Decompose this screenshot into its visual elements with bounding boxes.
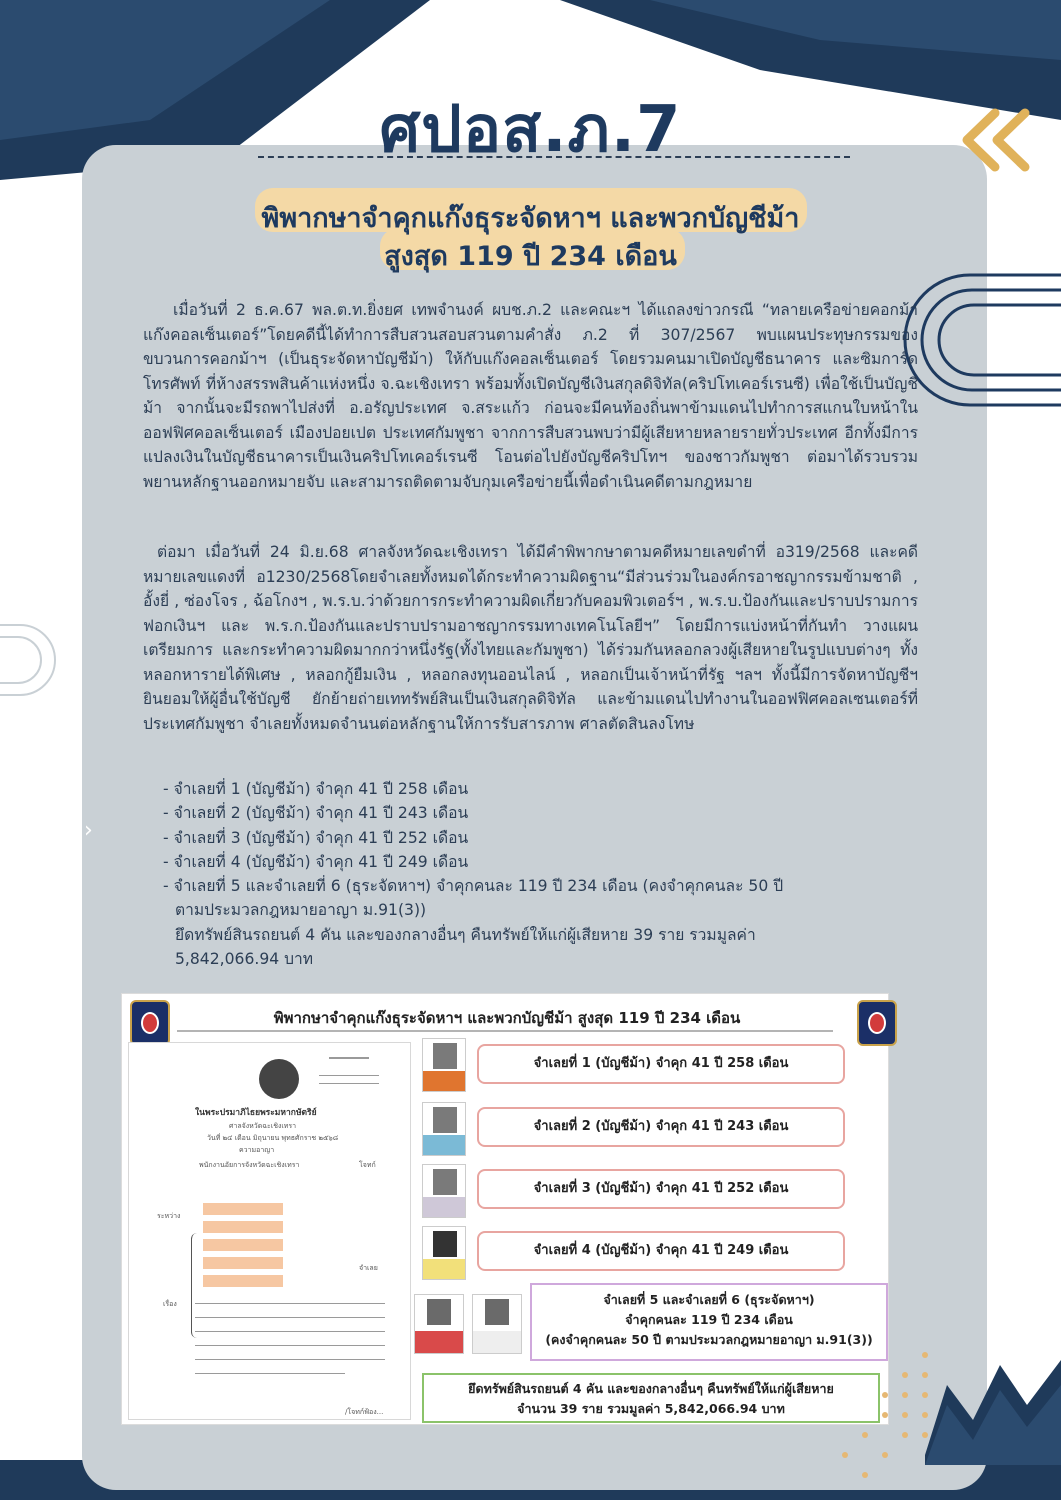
list-item: - จำเลยที่ 5 และจำเลยที่ 6 (ธุระจัดหาฯ) จำคุกคนละ 119 ปี 234 เดือน (คงจำคุกคนละ 50 ปี xyxy=(163,877,784,896)
list-item: - จำเลยที่ 4 (บัญชีม้า) จำคุก 41 ปี 249 เดือน xyxy=(163,852,469,871)
garuda-emblem-icon xyxy=(259,1059,299,1099)
redacted-name xyxy=(203,1239,283,1251)
chevron-right-icon: › xyxy=(84,818,93,843)
infographic xyxy=(121,993,889,1425)
seizure-box-line: ยึดทรัพย์สินรถยนต์ 4 คัน และของกลางอื่นๆ คืนทรัพย์ให้แก่ผู้เสียหาย xyxy=(468,1381,834,1396)
sentence-box-5-line: จำเลยที่ 5 และจำเลยที่ 6 (ธุระจัดหาฯ) xyxy=(603,1292,815,1307)
redacted-name xyxy=(203,1257,283,1269)
infographic-divider xyxy=(177,1030,833,1032)
doc-plaintiff: พนักงานอัยการจังหวัดฉะเชิงเทรา xyxy=(199,1161,300,1169)
list-item-continuation: ยึดทรัพย์สินรถยนต์ 4 คัน และของกลางอื่นๆ คืนทรัพย์ให้แก่ผู้เสียหาย 39 ราย รวมมูลค่า xyxy=(175,925,756,944)
defendant-photo xyxy=(422,1164,466,1218)
decorative-zigzag xyxy=(925,1345,1061,1465)
sentence-box-1: จำเลยที่ 1 (บัญชีม้า) จำคุก 41 ปี 258 เดือน xyxy=(477,1044,845,1084)
sentence-box-5-line: (คงจำคุกคนละ 50 ปี ตามประมวลกฎหมายอาญา ม.91(3)) xyxy=(545,1332,873,1347)
doc-role: โจทก์ xyxy=(359,1161,376,1169)
agency-title: ศปอส.ภ.7 xyxy=(379,93,682,167)
doc-matter: เรื่อง xyxy=(163,1300,177,1308)
redacted-name xyxy=(203,1221,283,1233)
doc-date: วันที่ ๒๔ เดือน มิถุนายน พุทธศักราช ๒๕๖๘ xyxy=(207,1134,339,1142)
list-item-continuation: 5,842,066.94 บาท xyxy=(175,950,314,969)
doc-court: ศาลจังหวัดฉะเชิงเทรา xyxy=(229,1122,297,1130)
doc-role: จำเลย xyxy=(359,1264,378,1272)
police-badge-icon xyxy=(130,1000,170,1046)
list-item: - จำเลยที่ 2 (บัญชีม้า) จำคุก 41 ปี 243 เดือน xyxy=(163,804,469,823)
police-badge-icon xyxy=(857,1000,897,1046)
headline-line-2: สูงสุด 119 ปี 234 เดือน xyxy=(384,241,677,272)
defendant-brace xyxy=(191,1233,201,1338)
court-document xyxy=(128,1042,411,1420)
sentence-box-4: จำเลยที่ 4 (บัญชีม้า) จำคุก 41 ปี 249 เดือน xyxy=(477,1231,845,1271)
defendant-photo xyxy=(422,1226,466,1280)
doc-between: ระหว่าง xyxy=(157,1212,181,1220)
doc-case: ความอาญา xyxy=(239,1146,275,1154)
seizure-box-line: จำนวน 39 ราย รวมมูลค่า 5,842,066.94 บาท xyxy=(517,1401,785,1416)
decorative-rings-left xyxy=(0,615,60,705)
sentence-box-3: จำเลยที่ 3 (บัญชีม้า) จำคุก 41 ปี 252 เดือน xyxy=(477,1169,845,1209)
defendant-photo xyxy=(422,1038,466,1092)
defendant-photo xyxy=(422,1102,466,1156)
list-item-continuation: ตามประมวลกฎหมายอาญา ม.91(3)) xyxy=(175,901,427,920)
paragraph-1: เมื่อวันที่ 2 ธ.ค.67 พล.ต.ท.ยิ่งยศ เทพจำนงค์ ผบช.ภ.2 และคณะฯ ได้แถลงข่าวกรณี “ทลายเครือข่ายคอกม้า แก๊งคอลเซ็นเตอร์”โดยคดีนี้ได้ทำการสืบสวนสอบสวนตามคำสั่ง ภ.2 ที่ 307/2567 พบแผนประทุษกรรมของขบวนการคอกม้าฯ (เป็นธุระจัดหาบัญชีม้า) ให้กับแก๊งคอลเซ็นเตอร์ โดยรวมคนมาเปิดบัญชีธนาคาร และซิมการ์ดโทรศัพท์ ที่ห้างสรรพสินค้าแห่งหนึ่ง จ.ฉะเชิงเทรา พร้อมทั้งเปิดบัญชีเงินสกุลดิจิทัล(คริปโทเคอร์เรนซี) เพื่อใช้เป็นบัญชีม้า จากนั้นจะมีรถพาไปส่งที่ อ.อรัญประเทศ จ.สระแก้ว ก่อนจะมีคนท้องถิ่นพาข้ามแดนไปทำการสแกนใบหน้าในออฟฟิศคอลเซ็นเตอร์ เมืองปอยเปต ประเทศกัมพูชา จากการสืบสวนพบว่ามีผู้เสียหายหลายรายทั่วประเทศ อีกทั้งมีการแปลงเงินในบัญชีธนาคารเป็นเงินคริปโทเคอร์เรนซี โอนต่อไปยังบัญชีคริปโทฯ ของชาวกัมพูชา ต่อมาได้รวบรวมพยานหลักฐานออกหมายจับ และสามารถติดตามจับกุมเครือข่ายนี้เพื่อดำเนินคดีตามกฎหมาย xyxy=(143,301,918,491)
sentence-box-2: จำเลยที่ 2 (บัญชีม้า) จำคุก 41 ปี 243 เดือน xyxy=(477,1107,845,1147)
list-item: - จำเลยที่ 1 (บัญชีม้า) จำคุก 41 ปี 258 เดือน xyxy=(163,780,469,798)
list-item: - จำเลยที่ 3 (บัญชีม้า) จำคุก 41 ปี 252 เดือน xyxy=(163,828,469,847)
doc-heading: ในพระปรมาภิไธยพระมหากษัตริย์ xyxy=(195,1108,317,1118)
sentence-list xyxy=(163,777,883,971)
defendant-photo xyxy=(472,1294,522,1354)
paragraph-2: ต่อมา เมื่อวันที่ 24 มิ.ย.68 ศาลจังหวัดฉะเชิงเทรา ได้มีคำพิพากษาตามคดีหมายเลขดำที่ อ319/2568 และคดีหมายเลขแดงที่ อ1230/2568โดยจำเลยทั้งหมดได้กระทำความผิดฐาน“มีส่วนร่วมในองค์กรอาชญากรรมข้ามชาติ , อั้งยี่ , ซ่องโจร , ฉ้อโกงฯ , พ.ร.บ.ว่าด้วยการกระทำความผิดเกี่ยวกับคอมพิวเตอร์ฯ , พ.ร.บ.ป้องกันและปราบปรามการฟอกเงินฯ และ พ.ร.ก.ป้องกันและปราบปรามอาชญากรรมทางเทคโนโลยีฯ” โดยมีการแบ่งหน้าที่กันทำ วางแผน เตรียมการ และกระทำความผิดมากกว่าหนึ่งรัฐ(ทั้งไทยและกัมพูชา) ได้ร่วมกันหลอกลวงผู้เสียหายในรูปแบบต่างๆ ทั้งหลอกหารายได้พิเศษ , หลอกกู้ยืมเงิน , หลอกลงทุนออนไลน์ , หลอกเป็นเจ้าหน้าที่รัฐ ฯลฯ ทั้งนี้มีการจัดหาบัญชีฯ ยินยอมให้ผู้อื่นใช้บัญชี ยักย้ายถ่ายเททรัพย์สินเป็นเงินสกุลดิจิทัล และข้ามแดนไปทำงานในออฟฟิศคอลเซนเตอร์ที่ประเทศกัมพูชา จำเลยทั้งหมดจำนนต่อหลักฐานให้การรับสารภาพ ศาลตัดสินลงโทษ xyxy=(143,543,918,733)
doc-more: /โจทก์ฟ้อง... xyxy=(345,1408,384,1416)
redacted-name xyxy=(203,1203,283,1215)
dashed-divider xyxy=(258,156,850,158)
redacted-name xyxy=(203,1275,283,1287)
headline-line-1: พิพากษาจำคุกแก๊งธุระจัดหาฯ และพวกบัญชีม้า xyxy=(261,203,800,234)
sentence-box-5-line: จำคุกคนละ 119 ปี 234 เดือน xyxy=(625,1312,793,1327)
infographic-title: พิพากษาจำคุกแก๊งธุระจัดหาฯ และพวกบัญชีม้า สูงสุด 119 ปี 234 เดือน xyxy=(273,1009,741,1027)
defendant-photo xyxy=(414,1294,464,1354)
